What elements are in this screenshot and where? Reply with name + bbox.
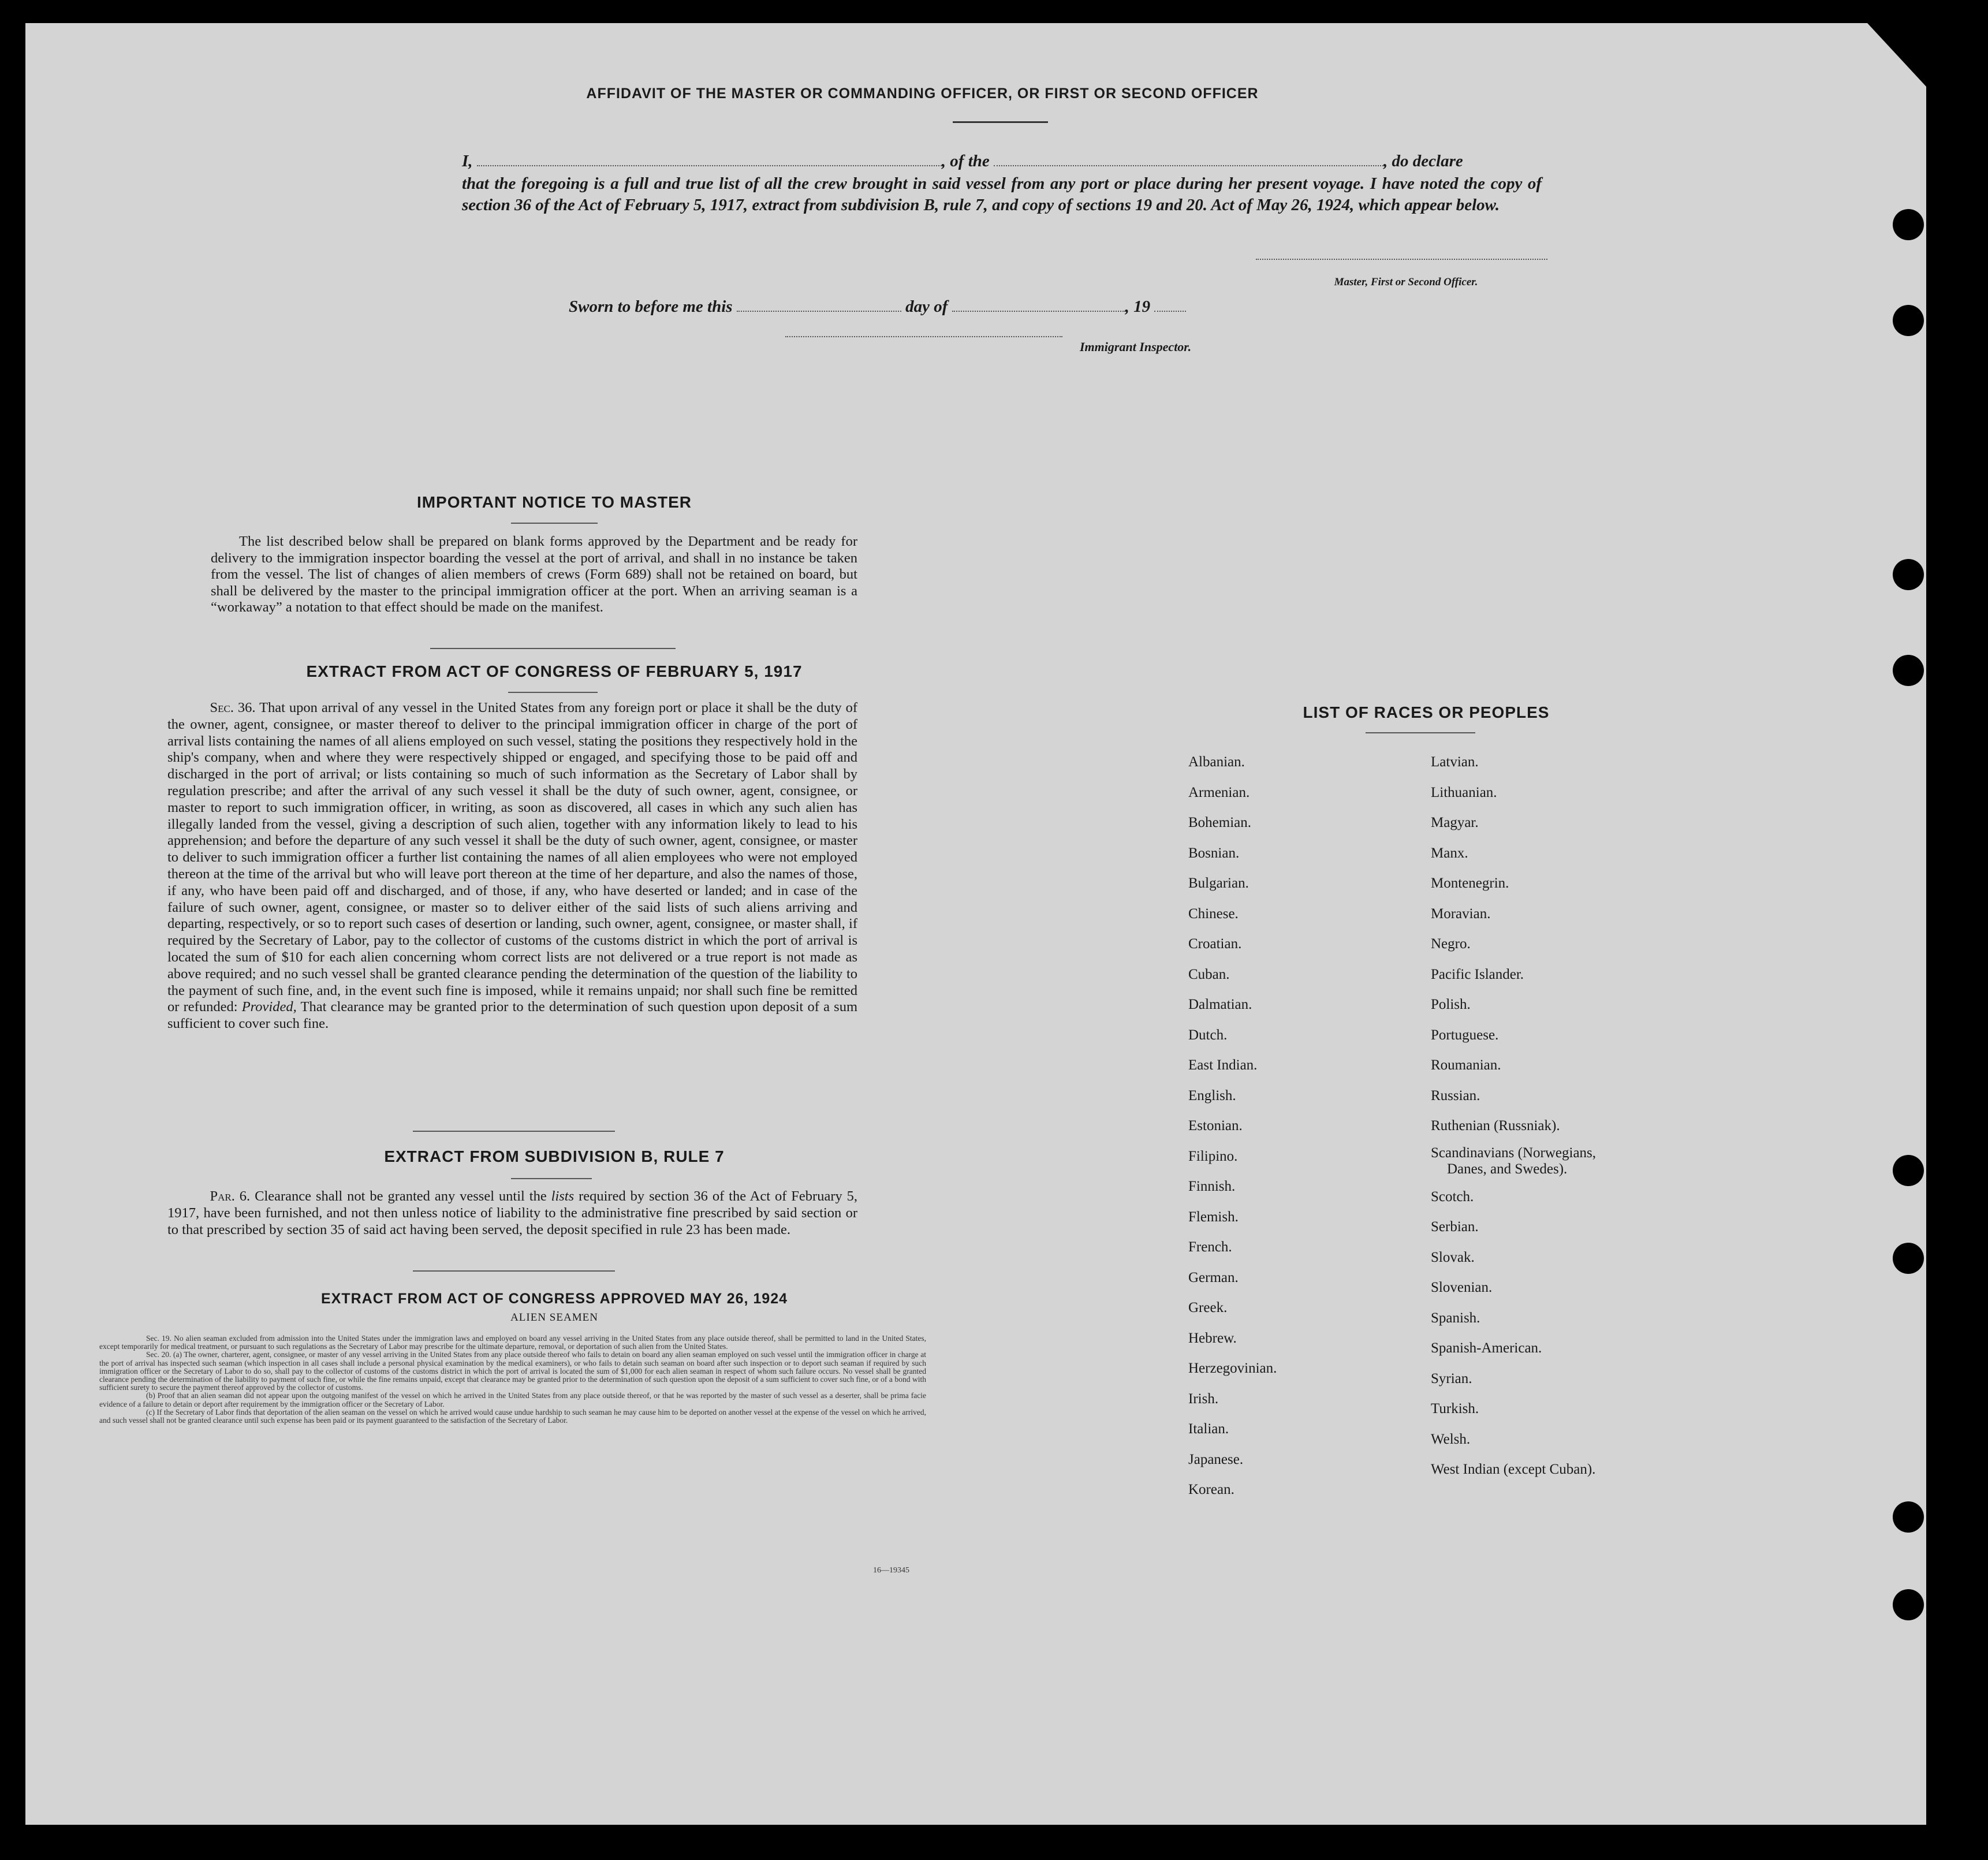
binder-hole bbox=[1893, 209, 1924, 240]
sworn-month-field[interactable] bbox=[952, 311, 1125, 312]
lists-word: lists bbox=[551, 1188, 575, 1204]
race-item: Estonian. bbox=[1188, 1118, 1243, 1134]
race-item: Scotch. bbox=[1431, 1188, 1474, 1205]
race-item: French. bbox=[1188, 1239, 1232, 1255]
section-20a-text: Sec. 20. (a) The owner, charterer, agent, consignee, or master of any vessel arriving in the United States from any place outside thereof who fails to detain on board any alien seaman employed on such vessel until the immigration officer in charge at the port of arrival has inspected such seaman (which inspection in all cases shall include a personal physical examination by the medical examiners), or who fails to detain such seaman on board after such inspection or to deport such seaman if required by such immigration officer or the Secretary of Labor to do so, shall pay to the collector of customs of the customs district in which the port of arrival is located the sum of $1,000 for each alien seaman in respect of whom such failure occurs. No vessel shall be granted clearance pending the determination of the liability to payment of such fine, or while the fine remains unpaid, except that clearance may be granted prior to the determination of such question upon the deposit of a sum sufficient to cover such fine, or of a bond with sufficient surety to secure the payment thereof approved by the collector of customs. bbox=[99, 1350, 926, 1392]
race-item: Roumanian. bbox=[1431, 1057, 1501, 1073]
race-item: Greek. bbox=[1188, 1300, 1228, 1315]
rule-7-text-b: required by section 36 of the Act of February 5, 1917, have been furnished, and not then unless notice of liability to the administrative fine prescribed by said section or to that prescribed by section 35 of said act having been served, the deposit specified in rule 23 has been made. bbox=[167, 1188, 858, 1237]
race-item: Spanish. bbox=[1431, 1310, 1480, 1326]
race-item: Finnish. bbox=[1188, 1179, 1236, 1194]
race-item: Serbian. bbox=[1431, 1219, 1479, 1235]
race-item: Montenegrin. bbox=[1431, 875, 1509, 891]
binder-hole bbox=[1893, 1155, 1924, 1186]
divider bbox=[508, 692, 598, 693]
extract-1924-body bbox=[99, 1335, 926, 1425]
race-item: Lithuanian. bbox=[1431, 784, 1497, 800]
sworn-label: Sworn to before me this bbox=[569, 297, 733, 316]
race-item: West Indian (except Cuban). bbox=[1431, 1462, 1596, 1477]
paragraph-label: Par. 6. bbox=[210, 1188, 251, 1204]
notice-text: The list described below shall be prepared on blank forms approved by the Department and be ready for delivery to the immigration inspector boarding the vessel at the port of arrival, and shall in no instance be taken from the vessel. The list of changes of alien members of crews (Form 689) shall not be retained on board, but shall be delivered by the master to the principal immigration officer at the port. When an arriving seaman is a “workaway” a notation to that effect should be made on the manifest. bbox=[211, 534, 857, 616]
race-item: Russian. bbox=[1431, 1087, 1480, 1104]
race-item: Cuban. bbox=[1188, 966, 1230, 982]
race-item: Latvian. bbox=[1431, 754, 1479, 770]
race-item: Welsh. bbox=[1431, 1431, 1471, 1447]
divider bbox=[511, 523, 598, 524]
declaration-i: I, bbox=[462, 152, 473, 170]
binder-hole bbox=[1893, 1589, 1924, 1620]
race-item: Croatian. bbox=[1188, 936, 1242, 952]
proviso-label: Provided, bbox=[241, 999, 297, 1015]
affidavit-title: AFFIDAVIT OF THE MASTER OR COMMANDING OFFICER, OR FIRST OR SECOND OFFICER bbox=[586, 85, 1259, 102]
race-item: Magyar. bbox=[1431, 815, 1479, 830]
rule-7-body bbox=[167, 1188, 857, 1238]
alien-seamen-subtitle: ALIEN SEAMEN bbox=[510, 1311, 598, 1324]
race-item: Flemish. bbox=[1188, 1209, 1239, 1225]
race-item: Slovenian. bbox=[1431, 1280, 1493, 1295]
rule-7-text-a: Clearance shall not be granted any vessel until the bbox=[255, 1188, 547, 1204]
master-signature-field[interactable] bbox=[1256, 259, 1547, 260]
extract-1917-body bbox=[167, 700, 857, 1032]
races-column-1 bbox=[1188, 747, 1277, 1505]
race-item: Ruthenian (Russniak). bbox=[1431, 1118, 1560, 1134]
declaration-declare: , do declare bbox=[1383, 152, 1463, 170]
race-item: Dutch. bbox=[1188, 1027, 1228, 1043]
divider bbox=[1366, 732, 1475, 733]
declaration-of-the: , of the bbox=[941, 152, 990, 170]
race-item: Chinese. bbox=[1188, 905, 1239, 922]
binder-hole bbox=[1893, 655, 1924, 686]
race-item: Bulgarian. bbox=[1188, 875, 1249, 891]
race-item: Filipino. bbox=[1188, 1148, 1238, 1164]
binder-hole bbox=[1893, 305, 1924, 336]
race-item: Herzegovinian. bbox=[1188, 1360, 1277, 1376]
race-item: Spanish-American. bbox=[1431, 1340, 1542, 1356]
race-item: Moravian. bbox=[1431, 905, 1491, 922]
race-item: Manx. bbox=[1431, 845, 1468, 861]
race-item: German. bbox=[1188, 1269, 1239, 1285]
race-item: East Indian. bbox=[1188, 1057, 1258, 1073]
race-item: Bosnian. bbox=[1188, 845, 1240, 861]
declaration-body: that the foregoing is a full and true list of all the crew brought in said vessel from any port or place during her present voyage. I have noted the copy of section 36 of the Act of February 5, 1917, extract from subdivision B, rule 7, and copy of sections 19 and 20. Act of May 26, 1924, which appear below. bbox=[462, 174, 1542, 214]
notice-title: IMPORTANT NOTICE TO MASTER bbox=[416, 493, 692, 511]
extract-1924-title: EXTRACT FROM ACT OF CONGRESS APPROVED MAY 26, 1924 bbox=[320, 1291, 788, 1307]
divider bbox=[511, 1178, 592, 1179]
form-number: 16—19345 bbox=[873, 1566, 909, 1575]
rule-7-title: EXTRACT FROM SUBDIVISION B, RULE 7 bbox=[384, 1147, 725, 1165]
notice-body bbox=[211, 534, 857, 616]
race-item bbox=[1431, 1142, 1596, 1182]
section-20b-text: (b) Proof that an alien seaman did not appear upon the outgoing manifest of the vessel on which he arrived in the United States from any place outside thereof, or that he was reported by the master of such vessel as a deserter, shall be prima facie evidence of a failure to detain or deport after requirement by the immigration officer or the Secretary of Labor. bbox=[99, 1391, 926, 1408]
race-item: Negro. bbox=[1431, 936, 1471, 952]
master-signature-label: Master, First or Second Officer. bbox=[1334, 276, 1478, 288]
divider bbox=[430, 648, 676, 649]
vessel-name-field[interactable] bbox=[994, 165, 1383, 166]
race-item: Portuguese. bbox=[1431, 1027, 1499, 1043]
year-label: , 19 bbox=[1125, 297, 1151, 316]
extract-1917-title: EXTRACT FROM ACT OF CONGRESS OF FEBRUARY 5, 1917 bbox=[306, 662, 803, 680]
race-item-line: Danes, and Swedes). bbox=[1447, 1161, 1568, 1177]
section-label: Sec. 36. bbox=[210, 700, 256, 715]
race-item: Pacific Islander. bbox=[1431, 966, 1524, 982]
section-36-text-end: That clearance may be granted prior to the determination of such question upon deposit of a sum sufficient to cover such fine. bbox=[167, 999, 857, 1032]
name-field[interactable] bbox=[477, 165, 942, 166]
divider bbox=[413, 1131, 615, 1132]
race-item: Italian. bbox=[1188, 1421, 1229, 1437]
race-item: Albanian. bbox=[1188, 754, 1245, 770]
section-20c-text: (c) If the Secretary of Labor finds that deportation of the alien seaman on the vessel on which he arrived would cause undue hardship to such seaman he may cause him to be deported on another vessel at the expense of the vessel on which he arrived, and such vessel shall not be granted clearance until such expense has been paid or its payment guaranteed to the satisfaction of the Secretary of Labor. bbox=[99, 1407, 926, 1425]
sworn-line bbox=[569, 297, 1186, 316]
race-item: Armenian. bbox=[1188, 784, 1250, 800]
race-item: Syrian. bbox=[1431, 1370, 1472, 1386]
divider bbox=[413, 1270, 615, 1272]
binder-hole bbox=[1893, 1243, 1924, 1274]
race-item: Japanese. bbox=[1188, 1451, 1244, 1467]
section-19-text: Sec. 19. No alien seaman excluded from admission into the United States under the immigration laws and employed on board any vessel arriving in the United States from any place outside thereof, shall be permitted to land in the United States, except temporarily for medical treatment, or pursuant to such regulations as the Secretary of Labor may prescribe for the ultimate departure, removal, or deportation of such alien from the United States. bbox=[99, 1334, 926, 1351]
races-title: LIST OF RACES OR PEOPLES bbox=[1303, 703, 1550, 721]
race-item: Polish. bbox=[1431, 997, 1471, 1012]
binder-hole bbox=[1893, 1501, 1924, 1533]
sworn-day-field[interactable] bbox=[737, 311, 901, 312]
race-item: Bohemian. bbox=[1188, 815, 1252, 830]
race-item: English. bbox=[1188, 1087, 1236, 1104]
race-item: Hebrew. bbox=[1188, 1330, 1237, 1346]
race-item: Turkish. bbox=[1431, 1401, 1479, 1417]
sworn-year-field[interactable] bbox=[1154, 311, 1186, 312]
inspector-signature-field[interactable] bbox=[785, 336, 1062, 337]
races-column-2 bbox=[1431, 747, 1596, 1485]
race-item: Korean. bbox=[1188, 1482, 1234, 1497]
divider bbox=[953, 121, 1048, 123]
race-item: Irish. bbox=[1188, 1391, 1219, 1407]
race-item: Slovak. bbox=[1431, 1249, 1475, 1265]
day-of-label: day of bbox=[905, 297, 948, 316]
binder-hole bbox=[1893, 559, 1924, 590]
race-item-line: Scandinavians (Norwegians, bbox=[1431, 1145, 1597, 1161]
inspector-label: Immigrant Inspector. bbox=[1080, 340, 1192, 354]
declaration-line bbox=[462, 152, 1542, 171]
race-item: Dalmatian. bbox=[1188, 997, 1252, 1012]
section-36-text: That upon arrival of any vessel in the United States from any foreign port or place it shall be the duty of the owner, agent, consignee, or master thereof to deliver to the principal immigration officer in charge of the port of arrival lists containing the names of all aliens employed on such vessel, stating the positions they respectively hold in the ship's company, when and where they were respectively shipped or engaged, and specifying those to be paid off and discharged in the port of arrival; or lists containing so much of such information as the Secretary of Labor shall by regulation prescribe; and after the arrival of any such vessel it shall be the duty of such owner, agent, consignee, or master to report to such immigration officer, in writing, as soon as discovered, all cases in which any such alien has illegally landed from the vessel, giving a description of such alien, together with any information likely to lead to his apprehension; and before the departure of any such vessel it shall be the duty of such owner, agent, consignee, or master to deliver to such immigration officer a further list containing the names of all alien employees who were not employed thereon at the time of the arrival but who will leave port thereon at the time of her departure, and also the names of those, if any, who have been paid off and discharged, and of those, if any, who have deserted or landed; and in case of the failure of such owner, agent, consignee, or master so to deliver either of the said lists of such aliens arriving and departing, respectively, or so to report such cases of desertion or landing, such owner, agent, consignee, or master shall, if required by the Secretary of Labor, pay to the collector of customs of the customs district in which the port of arrival is located the sum of $10 for each alien concerning whom correct lists are not delivered or a true report is not made as above required; and no such vessel shall be granted clearance pending the determination of the question of the liability to the payment of such fine, and, in the event such fine is imposed, while it remains unpaid; nor shall such fine be remitted or refunded: bbox=[167, 700, 857, 1015]
